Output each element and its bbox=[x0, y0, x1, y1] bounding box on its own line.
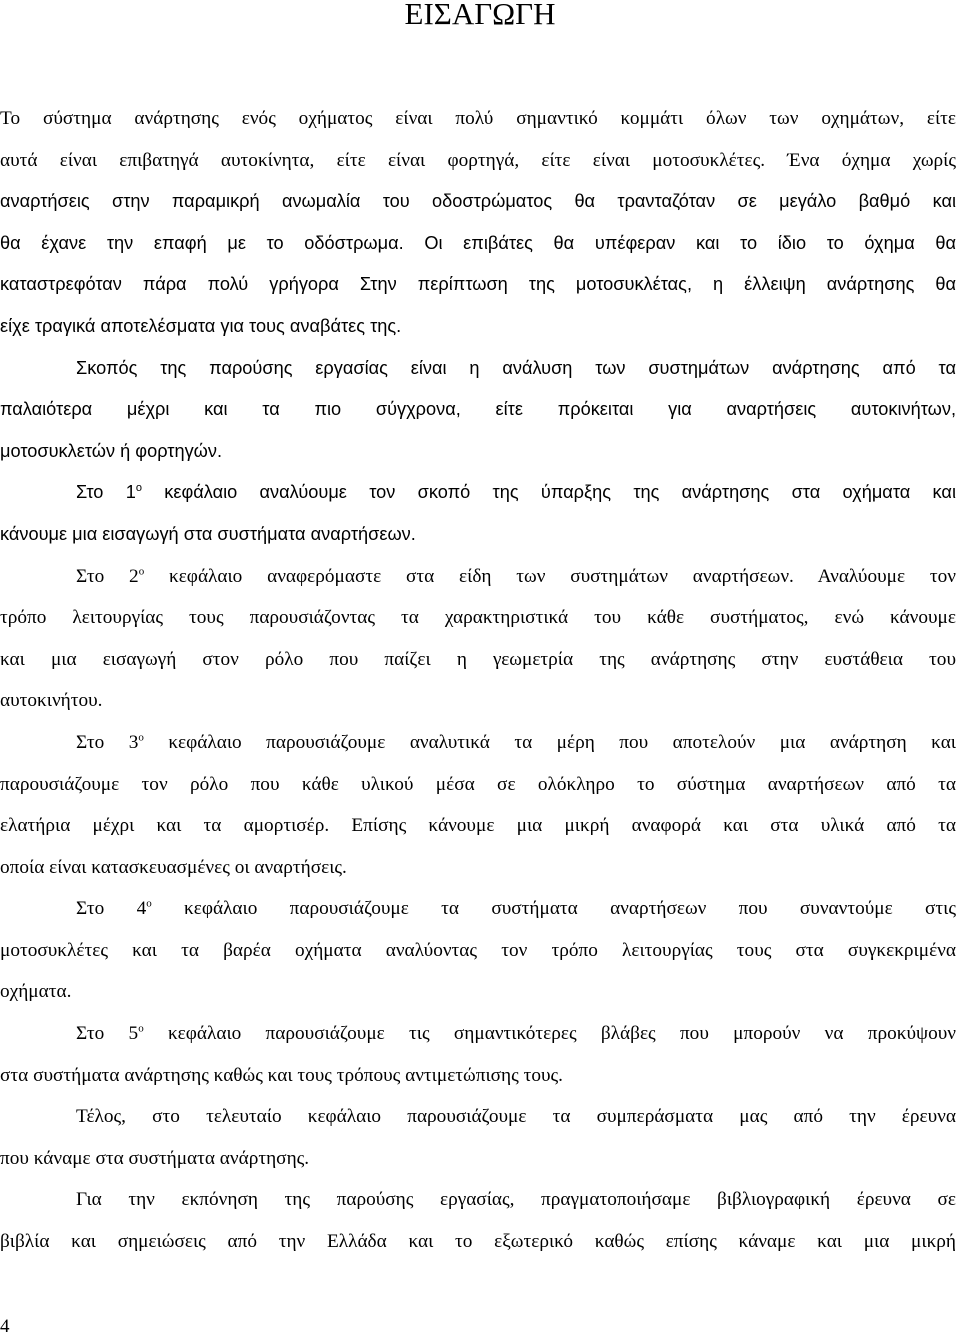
ordinal-suffix: ο bbox=[135, 482, 142, 495]
ordinal-suffix: ο bbox=[138, 731, 144, 744]
text-line: που κάναμε στα συστήματα ανάρτησης. bbox=[0, 1147, 310, 1169]
paragraph-methodology bbox=[0, 1179, 956, 1262]
paragraph-intro bbox=[0, 98, 956, 348]
paragraph-conclusion bbox=[0, 1096, 956, 1179]
ordinal-suffix: ο bbox=[138, 1022, 144, 1035]
ordinal-suffix: ο bbox=[146, 897, 152, 910]
text-line: θα έχανε την επαφή με το οδόστρωμα. Οι επιβάτες θα υπέφεραν και το ίδιο το όχημα θα bbox=[0, 232, 956, 253]
text-line bbox=[0, 1013, 956, 1055]
paragraph-purpose bbox=[0, 348, 956, 473]
text-line bbox=[0, 722, 956, 764]
text-line bbox=[0, 556, 956, 598]
text-line: Σκοπός της παρούσης εργασίας είναι η ανάλυση των συστημάτων ανάρτησης από τα bbox=[76, 357, 956, 378]
text-line: τρόπο λειτουργίας τους παρουσιάζοντας τα χαρακτηριστικά του κάθε συστήματος, ενώ κάνουμε bbox=[0, 607, 956, 629]
text-line: οποία είναι κατασκευασμένες οι αναρτήσεις. bbox=[0, 856, 347, 878]
chapter-prefix: Στο 4 bbox=[76, 898, 147, 920]
paragraph-chapter-5 bbox=[0, 1013, 956, 1096]
text-line: Τέλος, στο τελευταίο κεφάλαιο παρουσιάζουμε τα συμπεράσματα μας από την έρευνα bbox=[76, 1106, 956, 1128]
line-content: κεφάλαιο παρουσιάζουμε τα συστήματα αναρτήσεων που συναντούμε στις bbox=[151, 898, 956, 920]
text-line: κάνουμε μια εισαγωγή στα συστήματα αναρτήσεων. bbox=[0, 523, 416, 544]
text-line: οχήματα. bbox=[0, 981, 72, 1003]
text-line: ελατήρια μέχρι και τα αμορτισέρ. Επίσης κάνουμε μια μικρή αναφορά και στα υλικά από τα bbox=[0, 815, 956, 837]
paragraph-chapter-2 bbox=[0, 556, 956, 722]
text-line: βιβλία και σημειώσεις από την Ελλάδα και το εξωτερικό καθώς επίσης κάναμε και μια μικρή bbox=[0, 1231, 956, 1253]
page-number: 4 bbox=[0, 1316, 10, 1337]
text-line: Το σύστημα ανάρτησης ενός οχήματος είναι πολύ σημαντικό κομμάτι όλων των οχημάτων, είτε bbox=[0, 108, 956, 129]
ordinal-suffix: ο bbox=[138, 565, 145, 578]
line-content: κεφάλαιο αναφερόμαστε στα είδη των συστημάτων αναρτήσεων. Αναλύουμε τον bbox=[144, 565, 956, 587]
text-line: Για την εκπόνηση της παρούσης εργασίας, πραγματοποιήσαμε βιβλιογραφική έρευνα σε bbox=[76, 1189, 956, 1211]
page-title: ΕΙΣΑΓΩΓΗ bbox=[404, 0, 556, 31]
text-line bbox=[0, 888, 956, 930]
text-line: μοτοσυκλετών ή φορτηγών. bbox=[0, 440, 223, 461]
paragraph-chapter-3 bbox=[0, 722, 956, 888]
chapter-prefix: Στο 3 bbox=[76, 731, 139, 753]
body-text bbox=[0, 98, 956, 1263]
text-line: καταστρεφόταν πάρα πολύ γρήγορα Στην περίπτωση της μοτοσυκλέτας, η έλλειψη ανάρτησης θα bbox=[0, 274, 956, 295]
text-line: αναρτήσεις στην παραμικρή ανωμαλία του οδοστρώματος θα τρανταζόταν σε μεγάλο βαθμό και bbox=[0, 191, 956, 212]
line-content: κεφάλαιο παρουσιάζουμε τις σημαντικότερες βλάβες που μπορούν να προκύψουν bbox=[143, 1023, 956, 1045]
text-line: μοτοσυκλέτες και τα βαρέα οχήματα αναλύοντας τον τρόπο λειτουργίας τους στα συγκεκριμένα bbox=[0, 939, 956, 961]
paragraph-chapter-1 bbox=[0, 472, 956, 555]
chapter-prefix: Στο 2 bbox=[76, 565, 139, 587]
chapter-prefix: Στο 5 bbox=[76, 1023, 139, 1045]
line-content: κεφάλαιο παρουσιάζουμε αναλυτικά τα μέρη που αποτελούν μια ανάρτηση και bbox=[143, 731, 956, 753]
text-line: είχε τραγικά αποτελέσματα για τους αναβάτες της. bbox=[0, 315, 402, 336]
text-line: στα συστήματα ανάρτησης καθώς και τους τρόπους αντιμετώπισης τους. bbox=[0, 1064, 563, 1086]
chapter-prefix: Στο 1 bbox=[76, 482, 136, 503]
text-line: παλαιότερα μέχρι και τα πιο σύγχρονα, είτε πρόκειται για αναρτήσεις αυτοκινήτων, bbox=[0, 399, 956, 420]
paragraph-chapter-4 bbox=[0, 888, 956, 1013]
text-line: και μια εισαγωγή στον ρόλο που παίζει η γεωμετρία της ανάρτησης στην ευστάθεια του bbox=[0, 648, 956, 670]
text-line: αυτά είναι επιβατηγά αυτοκίνητα, είτε είναι φορτηγά, είτε είναι μοτοσυκλέτες. Ένα όχημα χωρίς bbox=[0, 149, 956, 171]
text-line: αυτοκινήτου. bbox=[0, 690, 103, 712]
line-content: κεφάλαιο αναλύουμε τον σκοπό της ύπαρξης της ανάρτησης στα οχήματα και bbox=[141, 482, 956, 503]
text-line: παρουσιάζουμε τον ρόλο που κάθε υλικού μέσα σε ολόκληρο το σύστημα αναρτήσεων από τα bbox=[0, 773, 956, 795]
text-line bbox=[0, 472, 956, 514]
